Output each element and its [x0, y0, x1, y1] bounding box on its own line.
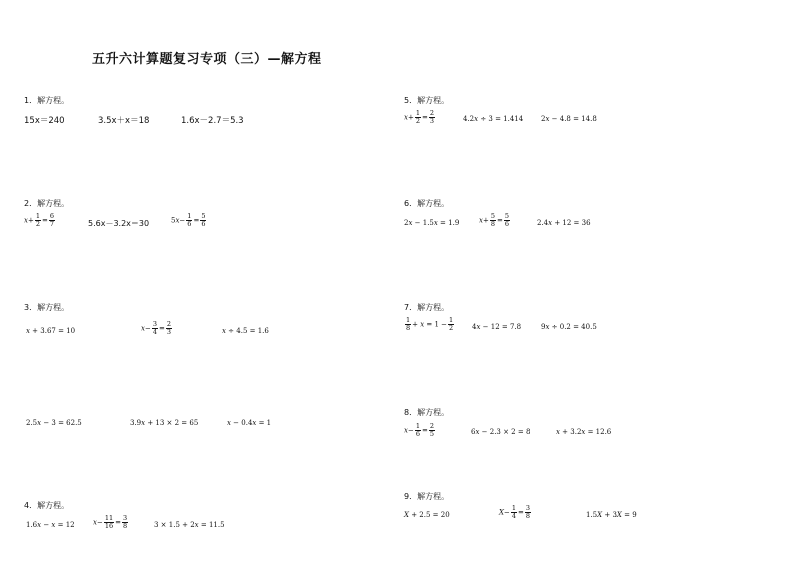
equation-8-3: x + 3.2x = 12.6 [556, 428, 612, 436]
equation-6-2: x+ $\frac{5}{8}$ = $\frac{5}{6}$ [479, 212, 509, 228]
question-9-label: 9．解方程。 [404, 492, 450, 501]
equation-5-3: 2x − 4.8 = 14.8 [541, 115, 597, 123]
equation-7-3: 9x ÷ 0.2 = 40.5 [541, 323, 597, 331]
equation-7-2: 4x − 12 = 7.8 [472, 323, 522, 331]
equation-1-2: 3.5x＋x＝18 [98, 116, 150, 126]
equation-4-3: 3 × 1.5 + 2x = 11.5 [154, 521, 225, 529]
question-4-label: 4．解方程。 [24, 501, 70, 510]
equation-8-1: x− $\frac{1}{6}$ = $\frac{2}{5}$ [404, 422, 434, 438]
question-2-label: 2．解方程。 [24, 199, 70, 208]
equation-9-3: 1.5X + 3X = 9 [586, 511, 637, 519]
question-7-label: 7．解方程。 [404, 303, 450, 312]
equation-8-2: 6x − 2.3 × 2 = 8 [471, 428, 531, 436]
equation-5-2: 4.2x ÷ 3 = 1.414 [463, 115, 524, 123]
equation-3-2: x− $\frac{3}{4}$ = $\frac{2}{3}$ [141, 320, 171, 336]
question-8-label: 8．解方程。 [404, 408, 450, 417]
equation-3-1: x + 3.67 = 10 [26, 327, 76, 335]
equation-9-2: X− $\frac{1}{4}$ = $\frac{3}{8}$ [499, 504, 531, 520]
equation-2-3: 5x− $\frac{1}{6}$ = $\frac{5}{6}$ [171, 212, 206, 228]
question-6-label: 6．解方程。 [404, 199, 450, 208]
question-5-label: 5．解方程。 [404, 96, 450, 105]
equation-4-1: 1.6x − x = 12 [26, 521, 75, 529]
equation-5-1: x+ $\frac{1}{2}$ = $\frac{2}{3}$ [404, 109, 434, 125]
equation-3-3: x ÷ 4.5 = 1.6 [222, 327, 269, 335]
equation-3-6: x − 0.4x = 1 [227, 419, 272, 427]
equation-7-1: $\frac{1}{8}$ + x = 1 − $\frac{1}{2}$ [406, 316, 454, 332]
question-3-label: 3．解方程。 [24, 303, 70, 312]
equation-4-2: x− $\frac{11}{16}$ = $\frac{3}{8}$ [93, 514, 128, 530]
question-1-label: 1．解方程。 [24, 96, 70, 105]
equation-6-1: 2x − 1.5x = 1.9 [404, 219, 460, 227]
equation-9-1: X + 2.5 = 20 [404, 511, 450, 519]
equation-6-3: 2.4x + 12 = 36 [537, 219, 591, 227]
equation-2-2: 5.6x－3.2x＝30 [88, 219, 150, 228]
page-title: 五升六计算题复习专项（三）—解方程 [92, 52, 322, 67]
equation-3-5: 3.9x + 13 × 2 = 65 [130, 419, 199, 427]
equation-2-1: x+ $\frac{1}{2}$ = $\frac{6}{7}$ [24, 212, 54, 228]
equation-3-4: 2.5x − 3 = 62.5 [26, 419, 82, 427]
equation-1-3: 1.6x－2.7＝5.3 [181, 116, 244, 126]
equation-1-1: 15x＝240 [24, 116, 65, 126]
